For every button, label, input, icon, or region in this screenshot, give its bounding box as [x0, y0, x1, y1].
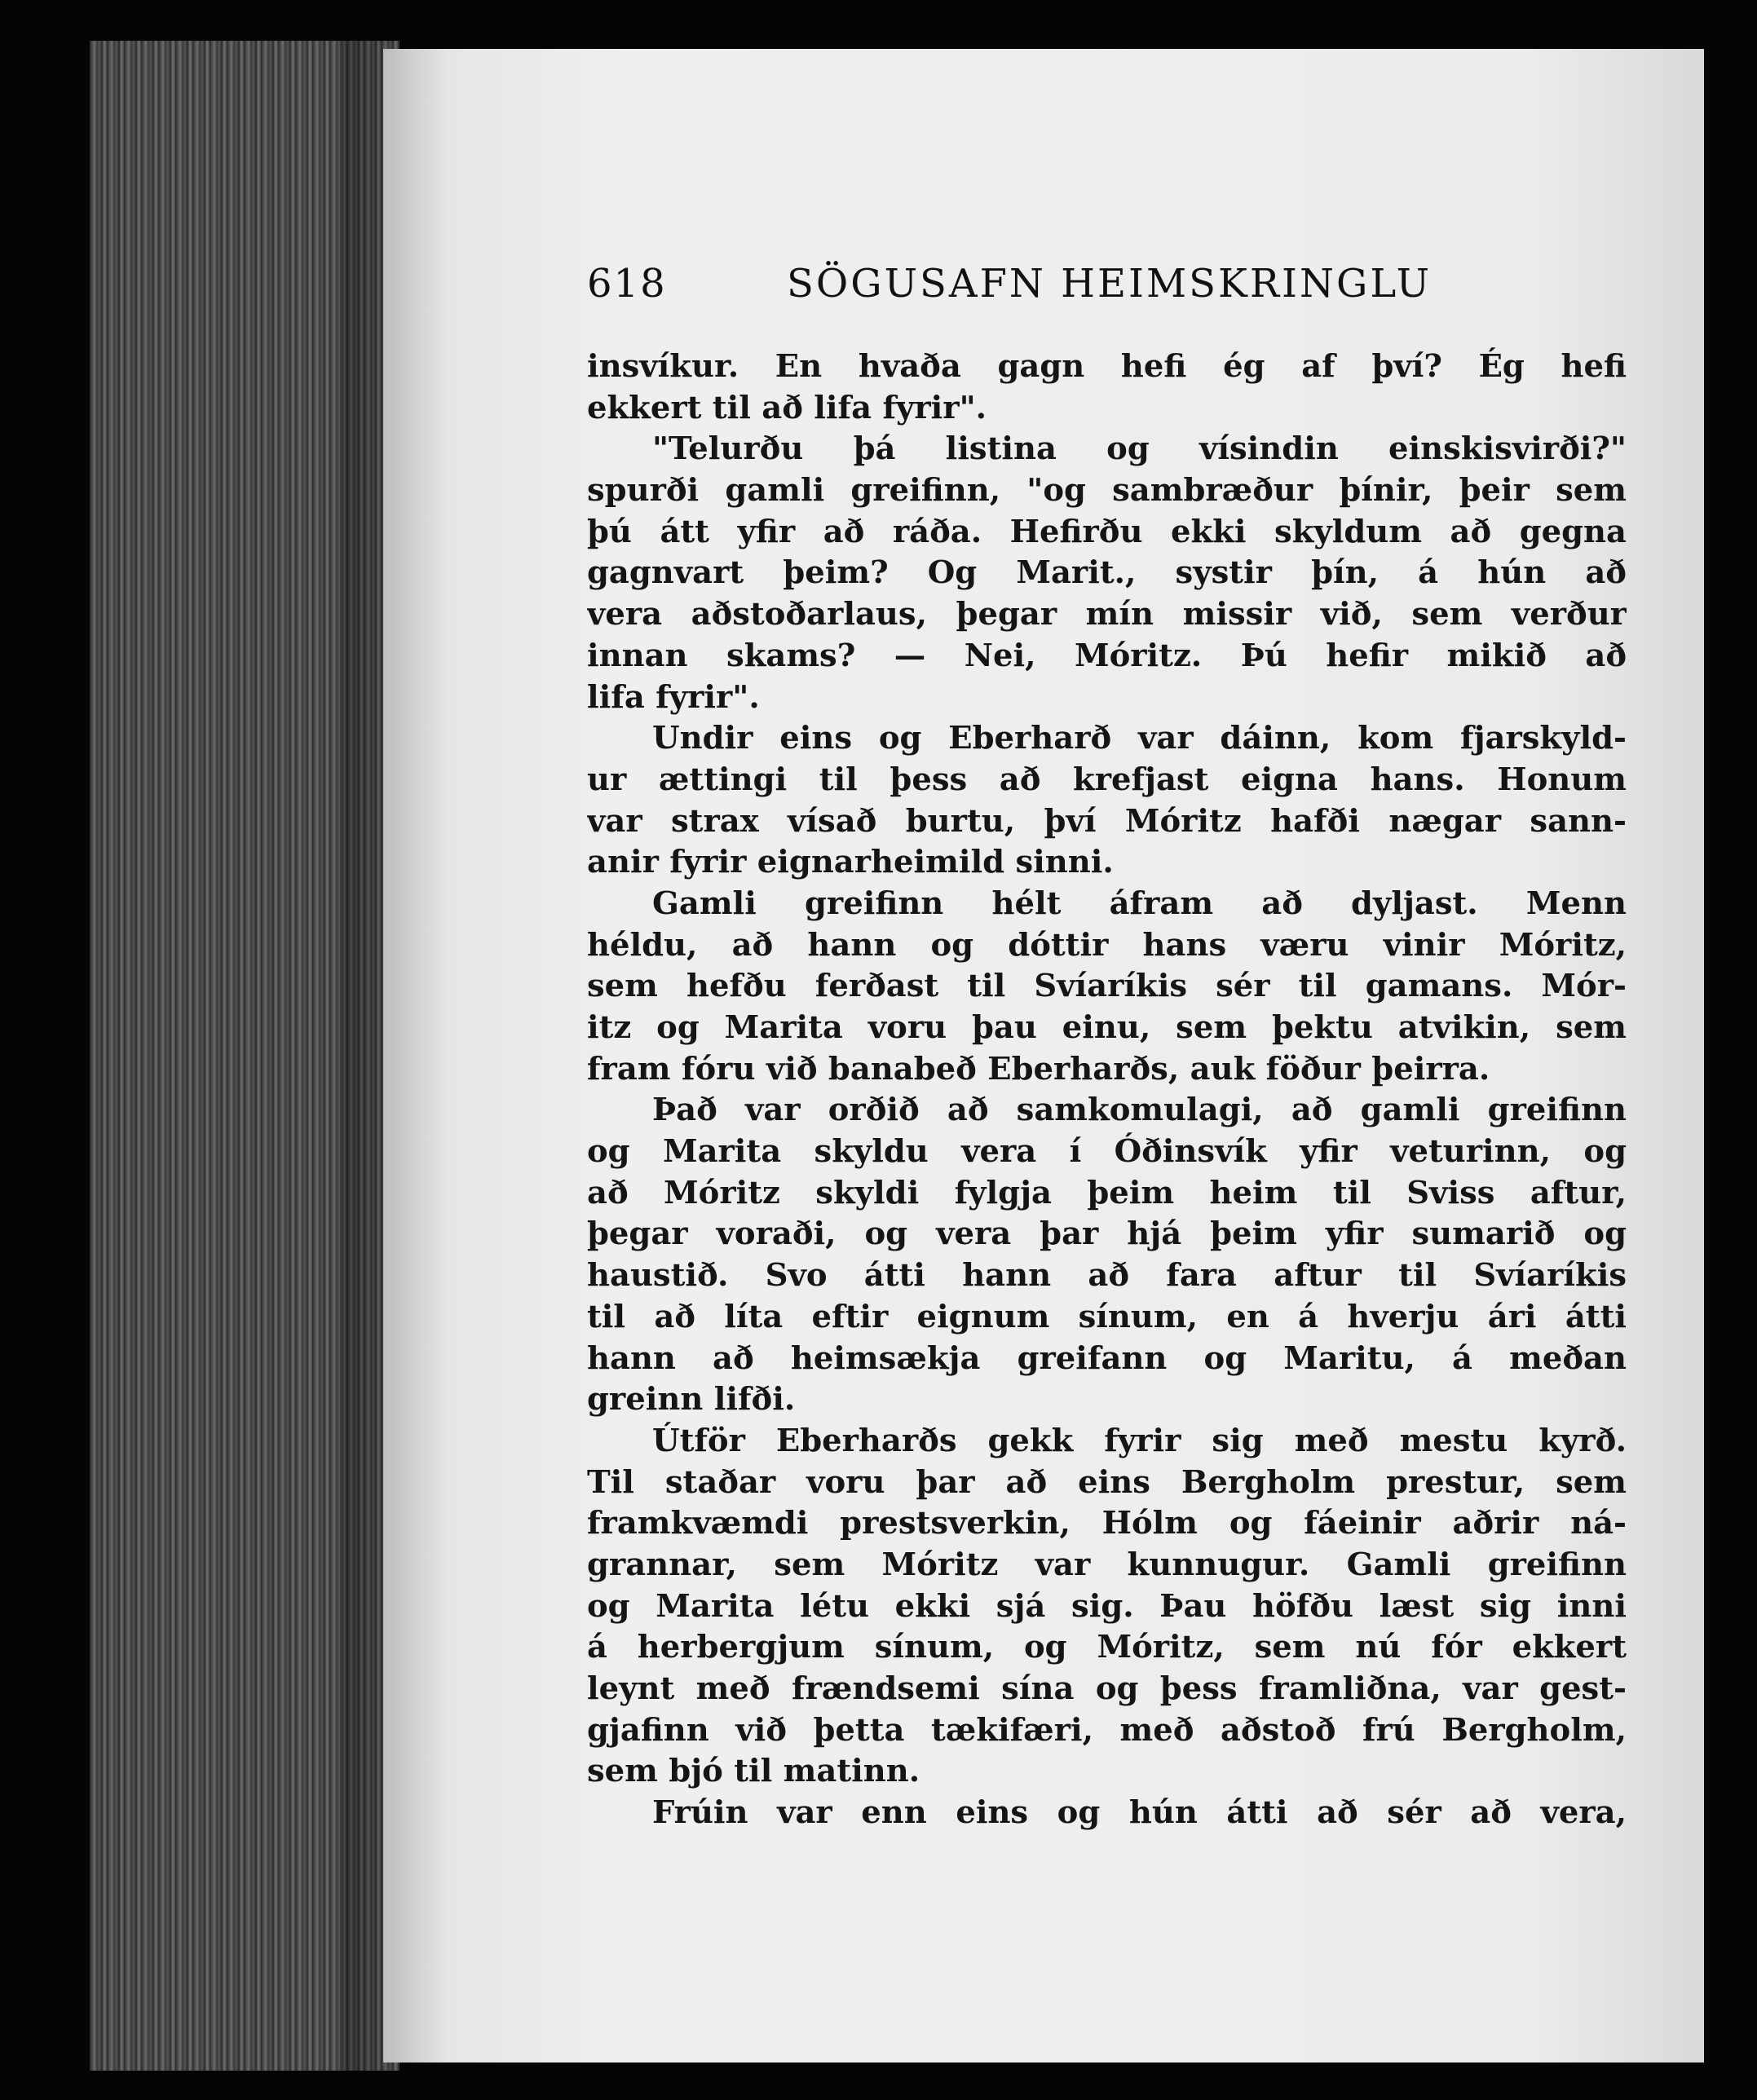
text-line: framkvæmdi prestsverkin, Hólm og fáeinir aðrir ná-	[587, 1505, 1627, 1542]
text-line: og Marita skyldu vera í Óðinsvík yfir veturinn, og	[587, 1133, 1627, 1171]
text-line: spurði gamli greifinn, "og sambræður þínir, þeir sem	[587, 472, 1627, 510]
text-line: ur ættingi til þess að krefjast eigna hans. Honum	[587, 761, 1627, 798]
running-title: SÖGUSAFN HEIMSKRINGLU	[787, 261, 1433, 307]
body-text	[587, 346, 1627, 1834]
text-line: til að líta eftir eignum sínum, en á hverju ári átti	[587, 1298, 1627, 1335]
text-line: og Marita létu ekki sjá sig. Þau höfðu læst sig inni	[587, 1587, 1627, 1625]
text-line: "Telurðu þá listina og vísindin einskisvirði?"	[652, 430, 1627, 468]
text-line: þú átt yfir að ráða. Hefirðu ekki skyldum að gegna	[587, 513, 1627, 550]
text-line: Frúin var enn eins og hún átti að sér að vera,	[652, 1794, 1627, 1832]
text-line: anir fyrir eignarheimild sinni.	[587, 844, 1114, 881]
text-line: innan skams? — Nei, Móritz. Þú hefir mikið að	[587, 637, 1627, 674]
text-line: Undir eins og Eberharð var dáinn, kom fjarskyld-	[652, 720, 1627, 757]
text-line: Það var orðið að samkomulagi, að gamli greifinn	[652, 1092, 1627, 1129]
text-line: haustið. Svo átti hann að fara aftur til Svíaríkis	[587, 1257, 1627, 1295]
text-line: ekkert til að lifa fyrir".	[587, 389, 987, 426]
text-line: Til staðar voru þar að eins Bergholm prestur, sem	[587, 1463, 1627, 1501]
text-line: að Móritz skyldi fylgja þeim heim til Sviss aftur,	[587, 1174, 1627, 1211]
text-line: var strax vísað burtu, því Móritz hafði nægar sann-	[587, 802, 1627, 840]
text-line: insvíkur. En hvaða gagn hefi ég af því? Ég hefi	[587, 348, 1627, 385]
text-line: gjafinn við þetta tækifæri, með aðstoð frú Bergholm,	[587, 1711, 1627, 1749]
text-line: lifa fyrir".	[587, 678, 760, 716]
text-line: sem hefðu ferðast til Svíaríkis sér til gamans. Mór-	[587, 968, 1627, 1005]
text-line: á herbergjum sínum, og Móritz, sem nú fór ekkert	[587, 1629, 1627, 1666]
text-line: þegar voraði, og vera þar hjá þeim yfir sumarið og	[587, 1215, 1627, 1253]
book-page-edges	[90, 41, 400, 2071]
text-line: fram fóru við banabeð Eberharðs, auk föður þeirra.	[587, 1050, 1490, 1088]
page-header	[587, 261, 1614, 318]
text-line: héldu, að hann og dóttir hans væru vinir Móritz,	[587, 926, 1627, 964]
text-line: hann að heimsækja greifann og Maritu, á meðan	[587, 1339, 1627, 1377]
text-line: vera aðstoðarlaus, þegar mín missir við, sem verður	[587, 596, 1627, 633]
text-line: sem bjó til matinn.	[587, 1753, 920, 1790]
text-line: Útför Eberharðs gekk fyrir sig með mestu kyrð.	[652, 1422, 1627, 1459]
text-line: leynt með frændsemi sína og þess framliðna, var gest-	[587, 1670, 1627, 1707]
page-number: 618	[587, 261, 667, 307]
text-line: Gamli greifinn hélt áfram að dyljast. Menn	[652, 885, 1627, 922]
text-line: grannar, sem Móritz var kunnugur. Gamli greifinn	[587, 1546, 1627, 1583]
text-line: greinn lifði.	[587, 1381, 796, 1418]
text-line: itz og Marita voru þau einu, sem þektu atvikin, sem	[587, 1009, 1627, 1046]
text-line: gagnvart þeim? Og Marit., systir þín, á hún að	[587, 554, 1627, 592]
